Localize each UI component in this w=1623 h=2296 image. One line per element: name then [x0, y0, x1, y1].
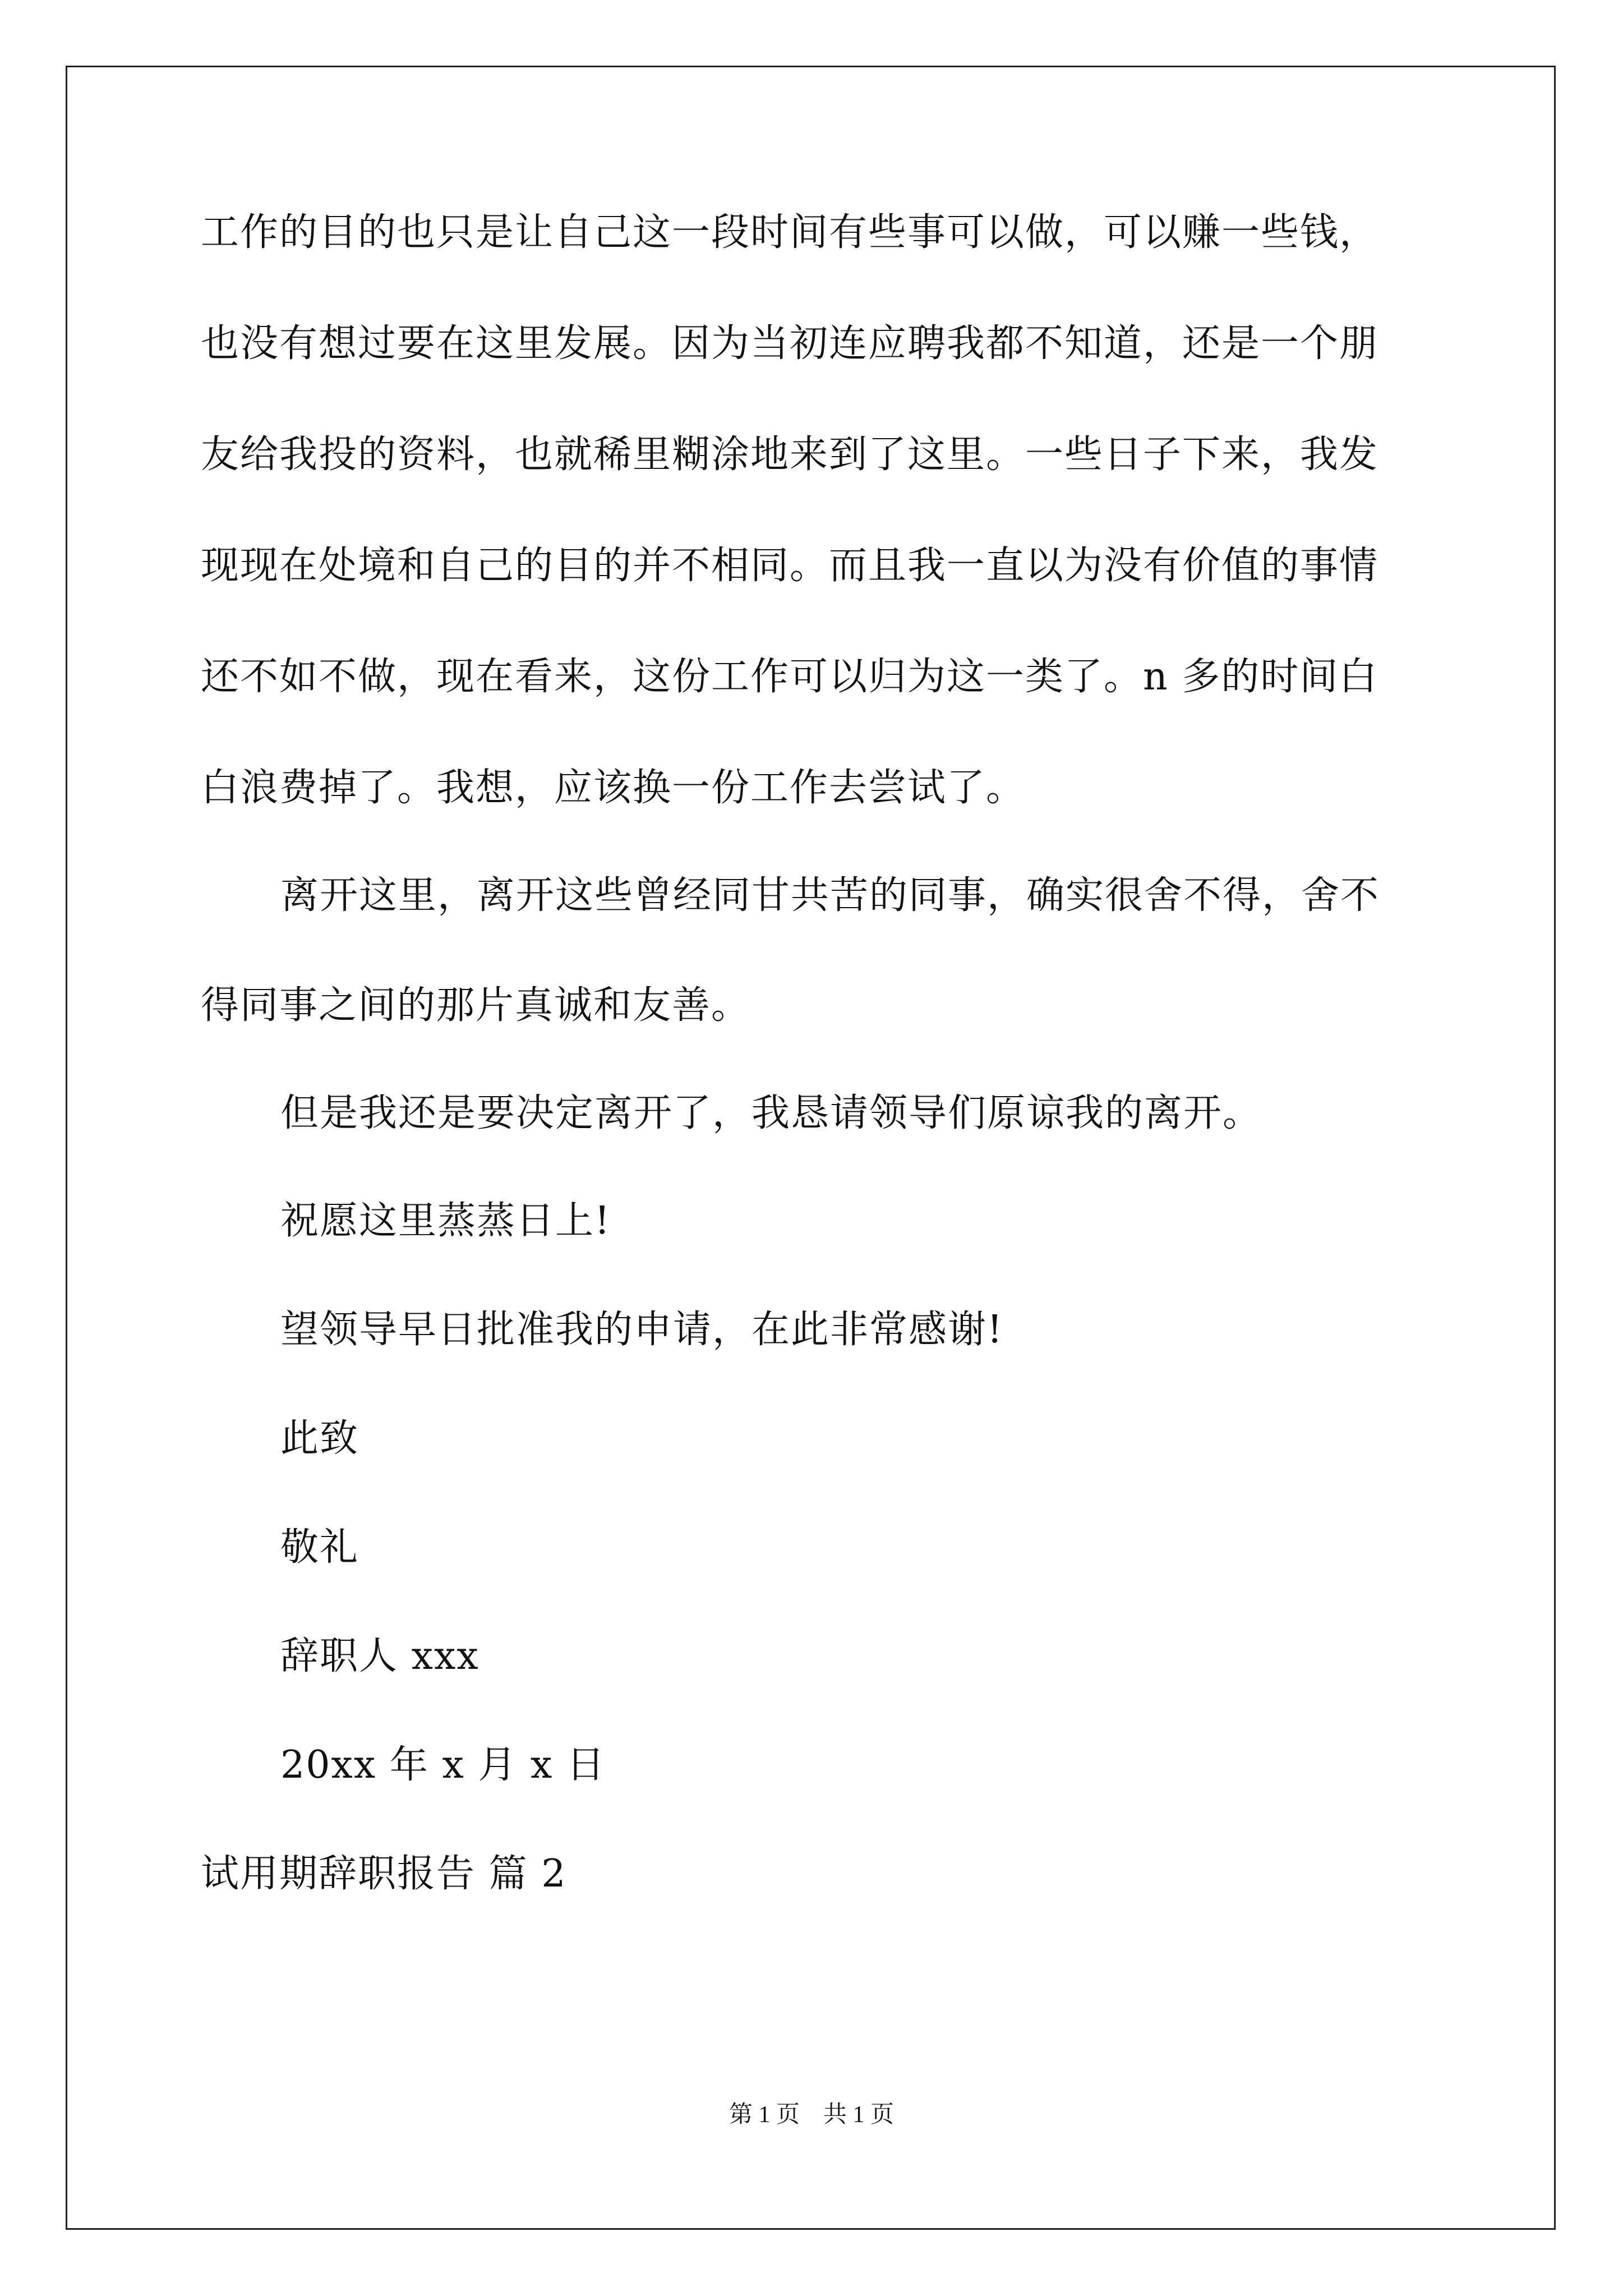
date: 20xx 年 x 月 x 日: [280, 1743, 606, 1787]
paragraph-1-line-5: 还不如不做，现在看来，这份工作可以归为这一类了。n 多的时间白: [201, 655, 1378, 699]
paragraph-1-line-3: 友给我投的资料，也就稀里糊涂地来到了这里。一些日子下来，我发: [201, 432, 1379, 477]
signer: 辞职人 xxx: [280, 1634, 479, 1678]
paragraph-5: 望领导早日批准我的申请，在此非常感谢!: [280, 1308, 1004, 1352]
closing-regards: 敬礼: [280, 1525, 359, 1570]
paragraph-1-line-6: 白浪费掉了。我想，应该换一份工作去尝试了。: [201, 766, 1026, 810]
paragraph-3: 但是我还是要决定离开了，我恳请领导们原谅我的离开。: [280, 1091, 1262, 1135]
section-title: 试用期辞职报告 篇 2: [201, 1852, 567, 1896]
paragraph-2-line-2: 得同事之间的那片真诚和友善。: [201, 983, 751, 1028]
paragraph-2-line-1: 离开这里，离开这些曾经同甘共苦的同事，确实很舍不得，舍不: [280, 873, 1380, 918]
closing-salutation: 此致: [280, 1416, 359, 1461]
page-footer: 第 1 页 共 1 页: [728, 2102, 894, 2128]
paragraph-1-line-2: 也没有想过要在这里发展。因为当初连应聘我都不知道，还是一个朋: [201, 321, 1379, 366]
paragraph-1-line-1: 工作的目的也只是让自己这一段时间有些事可以做，可以赚一些钱，: [201, 210, 1379, 255]
paragraph-1-line-4: 现现在处境和自己的目的并不相同。而且我一直以为没有价值的事情: [201, 544, 1379, 588]
paragraph-4: 祝愿这里蒸蒸日上!: [280, 1199, 611, 1243]
page-border: [66, 66, 1556, 2230]
